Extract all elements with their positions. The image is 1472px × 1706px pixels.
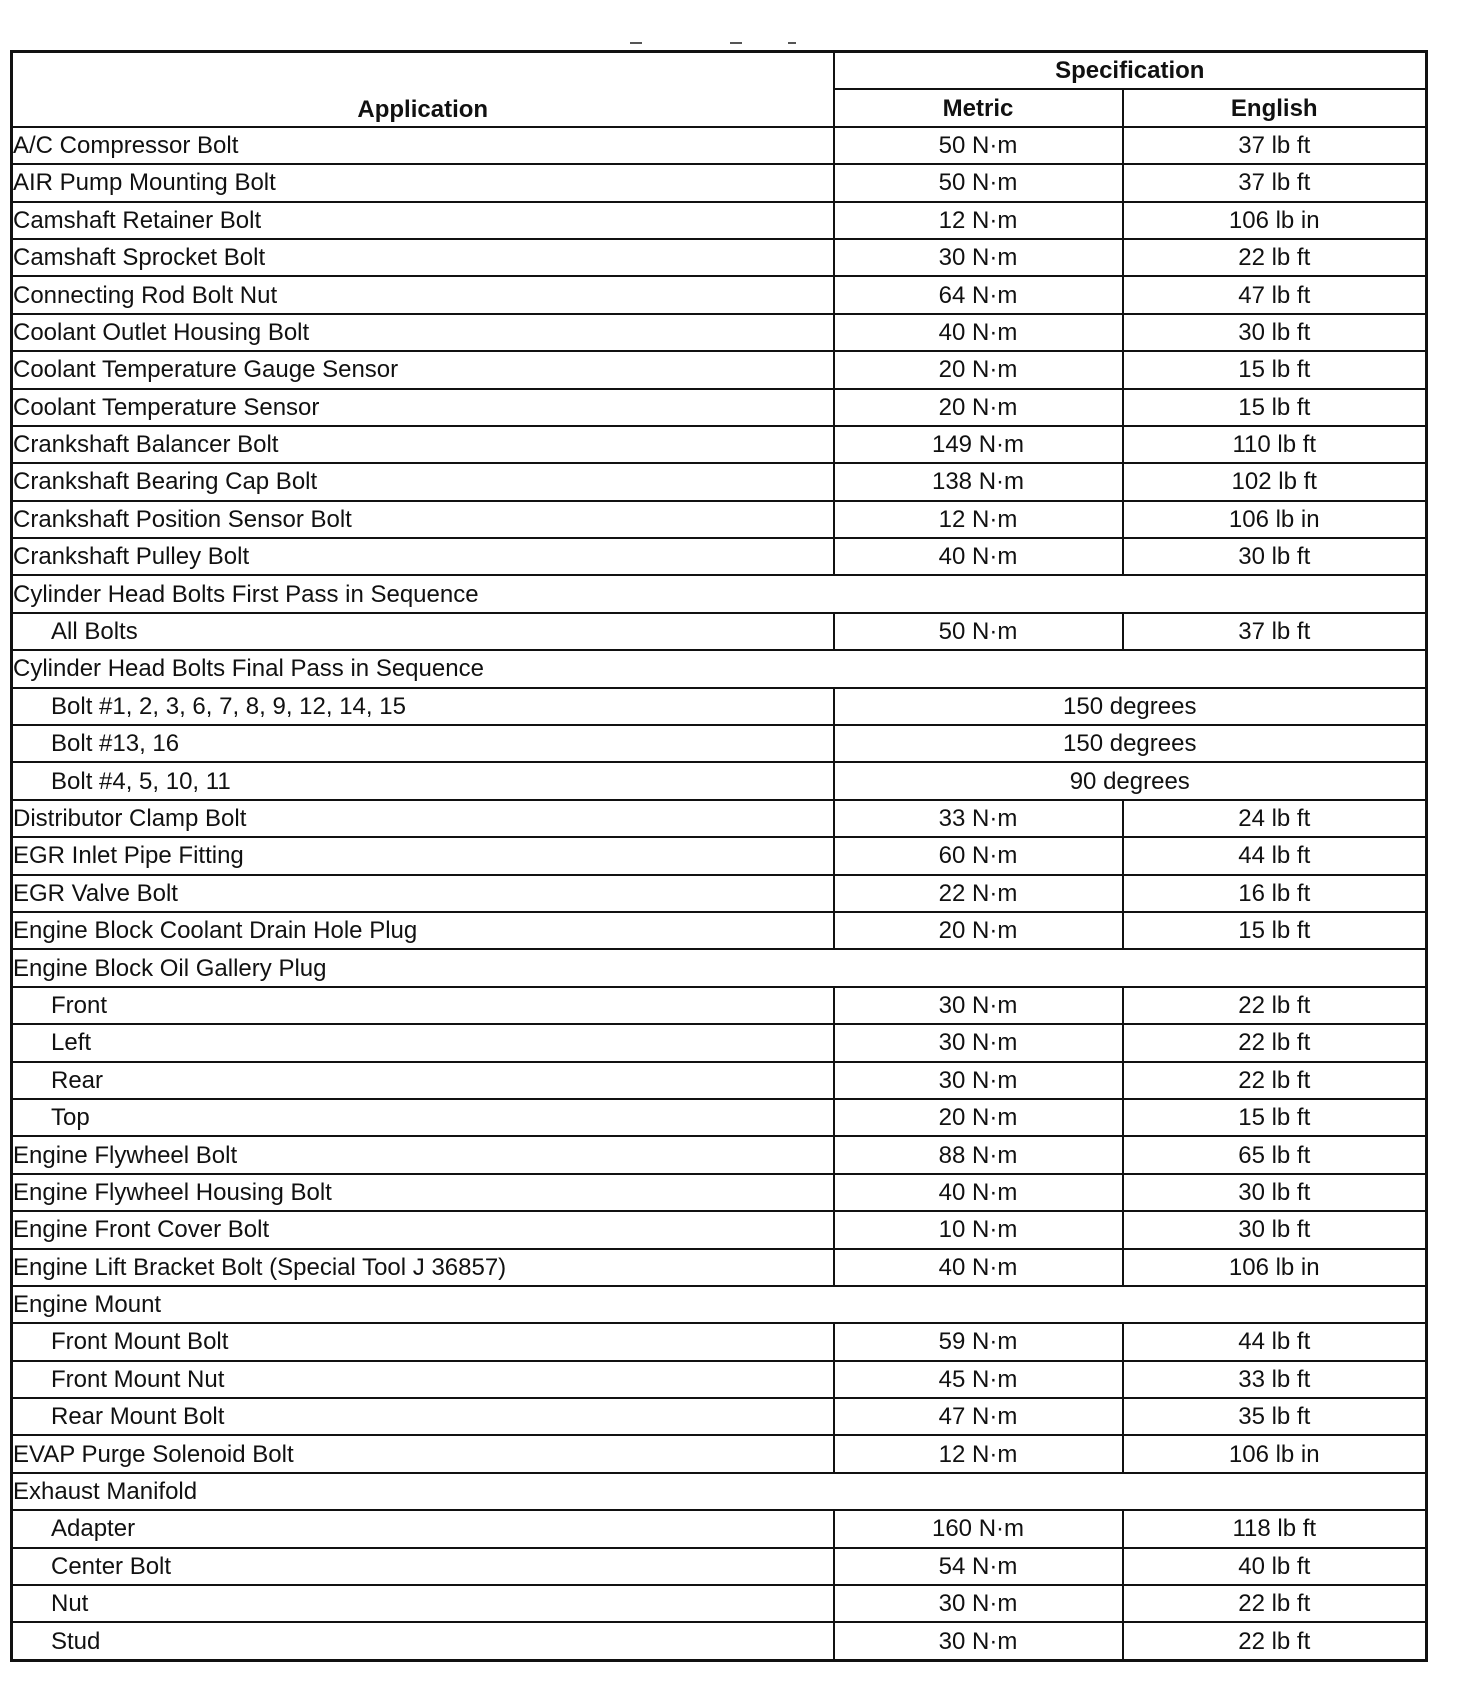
metric-cell: 64 N·m bbox=[834, 276, 1123, 313]
application-cell: Bolt #1, 2, 3, 6, 7, 8, 9, 12, 14, 15 bbox=[12, 688, 834, 725]
table-body bbox=[12, 127, 1427, 1661]
spec-value-cell: 150 degrees bbox=[834, 725, 1427, 762]
application-cell: Stud bbox=[12, 1622, 834, 1660]
table-row bbox=[12, 650, 1427, 687]
table-row bbox=[12, 501, 1427, 538]
application-cell: Front Mount Bolt bbox=[12, 1323, 834, 1360]
application-cell: Engine Front Cover Bolt bbox=[12, 1211, 834, 1248]
metric-cell: 20 N·m bbox=[834, 389, 1123, 426]
application-cell: Bolt #13, 16 bbox=[12, 725, 834, 762]
metric-cell: 88 N·m bbox=[834, 1136, 1123, 1173]
english-cell: 30 lb ft bbox=[1123, 1174, 1427, 1211]
english-cell: 22 lb ft bbox=[1123, 1622, 1427, 1660]
application-cell: Top bbox=[12, 1099, 834, 1136]
metric-cell: 59 N·m bbox=[834, 1323, 1123, 1360]
english-cell: 22 lb ft bbox=[1123, 1585, 1427, 1622]
application-cell: Rear Mount Bolt bbox=[12, 1398, 834, 1435]
table-row bbox=[12, 1585, 1427, 1622]
table-row bbox=[12, 1249, 1427, 1286]
application-cell: Distributor Clamp Bolt bbox=[12, 800, 834, 837]
group-heading-cell: Cylinder Head Bolts Final Pass in Sequence bbox=[12, 650, 1427, 687]
application-cell: Crankshaft Bearing Cap Bolt bbox=[12, 463, 834, 500]
english-cell: 33 lb ft bbox=[1123, 1361, 1427, 1398]
english-cell: 15 lb ft bbox=[1123, 1099, 1427, 1136]
metric-cell: 160 N·m bbox=[834, 1510, 1123, 1547]
english-cell: 118 lb ft bbox=[1123, 1510, 1427, 1547]
table-row bbox=[12, 1286, 1427, 1323]
table-row bbox=[12, 1510, 1427, 1547]
application-cell: AIR Pump Mounting Bolt bbox=[12, 164, 834, 201]
metric-cell: 50 N·m bbox=[834, 613, 1123, 650]
metric-cell: 40 N·m bbox=[834, 1174, 1123, 1211]
english-cell: 37 lb ft bbox=[1123, 613, 1427, 650]
english-cell: 44 lb ft bbox=[1123, 1323, 1427, 1360]
table-row bbox=[12, 463, 1427, 500]
metric-cell: 30 N·m bbox=[834, 239, 1123, 276]
metric-cell: 30 N·m bbox=[834, 987, 1123, 1024]
table-row bbox=[12, 276, 1427, 313]
table-row bbox=[12, 1323, 1427, 1360]
application-cell: Camshaft Sprocket Bolt bbox=[12, 239, 834, 276]
english-cell: 110 lb ft bbox=[1123, 426, 1427, 463]
application-cell: Coolant Outlet Housing Bolt bbox=[12, 314, 834, 351]
metric-cell: 30 N·m bbox=[834, 1585, 1123, 1622]
table-row bbox=[12, 912, 1427, 949]
english-cell: 37 lb ft bbox=[1123, 164, 1427, 201]
application-cell: EGR Inlet Pipe Fitting bbox=[12, 837, 834, 874]
metric-cell: 22 N·m bbox=[834, 875, 1123, 912]
table-row bbox=[12, 239, 1427, 276]
application-cell: A/C Compressor Bolt bbox=[12, 127, 834, 164]
metric-cell: 50 N·m bbox=[834, 127, 1123, 164]
table-row bbox=[12, 949, 1427, 986]
group-heading-cell: Engine Block Oil Gallery Plug bbox=[12, 949, 1427, 986]
table-row bbox=[12, 1548, 1427, 1585]
english-cell: 22 lb ft bbox=[1123, 1024, 1427, 1061]
scan-artifact-marks bbox=[630, 40, 800, 46]
application-cell: Nut bbox=[12, 1585, 834, 1622]
application-cell: EVAP Purge Solenoid Bolt bbox=[12, 1435, 834, 1472]
table-row bbox=[12, 164, 1427, 201]
application-cell: Rear bbox=[12, 1062, 834, 1099]
table-row bbox=[12, 837, 1427, 874]
table-row bbox=[12, 1473, 1427, 1510]
application-cell: Engine Flywheel Housing Bolt bbox=[12, 1174, 834, 1211]
group-heading-cell: Cylinder Head Bolts First Pass in Sequence bbox=[12, 575, 1427, 612]
application-cell: Connecting Rod Bolt Nut bbox=[12, 276, 834, 313]
english-cell: 15 lb ft bbox=[1123, 351, 1427, 388]
table-row bbox=[12, 127, 1427, 164]
english-cell: 30 lb ft bbox=[1123, 1211, 1427, 1248]
metric-cell: 12 N·m bbox=[834, 501, 1123, 538]
table-row bbox=[12, 688, 1427, 725]
application-cell: Coolant Temperature Gauge Sensor bbox=[12, 351, 834, 388]
table-row bbox=[12, 800, 1427, 837]
metric-cell: 40 N·m bbox=[834, 1249, 1123, 1286]
english-cell: 22 lb ft bbox=[1123, 987, 1427, 1024]
table-row bbox=[12, 389, 1427, 426]
english-cell: 35 lb ft bbox=[1123, 1398, 1427, 1435]
spec-value-cell: 90 degrees bbox=[834, 762, 1427, 799]
application-cell: Engine Block Coolant Drain Hole Plug bbox=[12, 912, 834, 949]
english-cell: 24 lb ft bbox=[1123, 800, 1427, 837]
english-cell: 106 lb in bbox=[1123, 202, 1427, 239]
english-cell: 106 lb in bbox=[1123, 1249, 1427, 1286]
table-row bbox=[12, 1062, 1427, 1099]
metric-cell: 40 N·m bbox=[834, 538, 1123, 575]
english-cell: 15 lb ft bbox=[1123, 389, 1427, 426]
metric-cell: 10 N·m bbox=[834, 1211, 1123, 1248]
table-row bbox=[12, 1398, 1427, 1435]
application-header: Application bbox=[12, 52, 834, 127]
application-cell: Adapter bbox=[12, 1510, 834, 1547]
table-row bbox=[12, 538, 1427, 575]
table-row bbox=[12, 1174, 1427, 1211]
english-cell: 16 lb ft bbox=[1123, 875, 1427, 912]
metric-header: Metric bbox=[834, 89, 1123, 126]
metric-cell: 40 N·m bbox=[834, 314, 1123, 351]
english-cell: 22 lb ft bbox=[1123, 239, 1427, 276]
application-cell: Left bbox=[12, 1024, 834, 1061]
table-row bbox=[12, 725, 1427, 762]
metric-cell: 30 N·m bbox=[834, 1024, 1123, 1061]
table-row bbox=[12, 575, 1427, 612]
table-row bbox=[12, 426, 1427, 463]
metric-cell: 138 N·m bbox=[834, 463, 1123, 500]
application-cell: Crankshaft Pulley Bolt bbox=[12, 538, 834, 575]
table-row bbox=[12, 351, 1427, 388]
metric-cell: 12 N·m bbox=[834, 1435, 1123, 1472]
group-heading-cell: Engine Mount bbox=[12, 1286, 1427, 1323]
table-row bbox=[12, 613, 1427, 650]
metric-cell: 30 N·m bbox=[834, 1062, 1123, 1099]
application-cell: Center Bolt bbox=[12, 1548, 834, 1585]
application-cell: Engine Flywheel Bolt bbox=[12, 1136, 834, 1173]
table-row bbox=[12, 1361, 1427, 1398]
english-cell: 40 lb ft bbox=[1123, 1548, 1427, 1585]
application-cell: Coolant Temperature Sensor bbox=[12, 389, 834, 426]
metric-cell: 20 N·m bbox=[834, 351, 1123, 388]
table-header bbox=[12, 52, 1427, 127]
metric-cell: 45 N·m bbox=[834, 1361, 1123, 1398]
metric-cell: 54 N·m bbox=[834, 1548, 1123, 1585]
spec-value-cell: 150 degrees bbox=[834, 688, 1427, 725]
application-cell: EGR Valve Bolt bbox=[12, 875, 834, 912]
metric-cell: 47 N·m bbox=[834, 1398, 1123, 1435]
table-row bbox=[12, 1136, 1427, 1173]
metric-cell: 149 N·m bbox=[834, 426, 1123, 463]
metric-cell: 20 N·m bbox=[834, 1099, 1123, 1136]
application-cell: Front bbox=[12, 987, 834, 1024]
metric-cell: 20 N·m bbox=[834, 912, 1123, 949]
table-row bbox=[12, 1622, 1427, 1660]
application-cell: Crankshaft Position Sensor Bolt bbox=[12, 501, 834, 538]
english-cell: 44 lb ft bbox=[1123, 837, 1427, 874]
application-cell: Engine Lift Bracket Bolt (Special Tool J 36857) bbox=[12, 1249, 834, 1286]
english-cell: 22 lb ft bbox=[1123, 1062, 1427, 1099]
group-heading-cell: Exhaust Manifold bbox=[12, 1473, 1427, 1510]
table-row bbox=[12, 1099, 1427, 1136]
english-cell: 106 lb in bbox=[1123, 1435, 1427, 1472]
metric-cell: 60 N·m bbox=[834, 837, 1123, 874]
table-row bbox=[12, 1024, 1427, 1061]
application-cell: Bolt #4, 5, 10, 11 bbox=[12, 762, 834, 799]
torque-specification-table bbox=[10, 50, 1428, 1662]
table-row bbox=[12, 1435, 1427, 1472]
application-cell: Camshaft Retainer Bolt bbox=[12, 202, 834, 239]
table-row bbox=[12, 1211, 1427, 1248]
english-cell: 47 lb ft bbox=[1123, 276, 1427, 313]
english-cell: 102 lb ft bbox=[1123, 463, 1427, 500]
metric-cell: 50 N·m bbox=[834, 164, 1123, 201]
table-row bbox=[12, 762, 1427, 799]
english-cell: 30 lb ft bbox=[1123, 538, 1427, 575]
english-cell: 65 lb ft bbox=[1123, 1136, 1427, 1173]
metric-cell: 33 N·m bbox=[834, 800, 1123, 837]
table-row bbox=[12, 875, 1427, 912]
table-row bbox=[12, 314, 1427, 351]
application-cell: Crankshaft Balancer Bolt bbox=[12, 426, 834, 463]
metric-cell: 12 N·m bbox=[834, 202, 1123, 239]
application-cell: All Bolts bbox=[12, 613, 834, 650]
table-row bbox=[12, 202, 1427, 239]
table-row bbox=[12, 987, 1427, 1024]
application-cell: Front Mount Nut bbox=[12, 1361, 834, 1398]
english-header: English bbox=[1123, 89, 1427, 126]
english-cell: 106 lb in bbox=[1123, 501, 1427, 538]
metric-cell: 30 N·m bbox=[834, 1622, 1123, 1660]
specification-header: Specification bbox=[834, 52, 1427, 90]
english-cell: 30 lb ft bbox=[1123, 314, 1427, 351]
english-cell: 15 lb ft bbox=[1123, 912, 1427, 949]
english-cell: 37 lb ft bbox=[1123, 127, 1427, 164]
